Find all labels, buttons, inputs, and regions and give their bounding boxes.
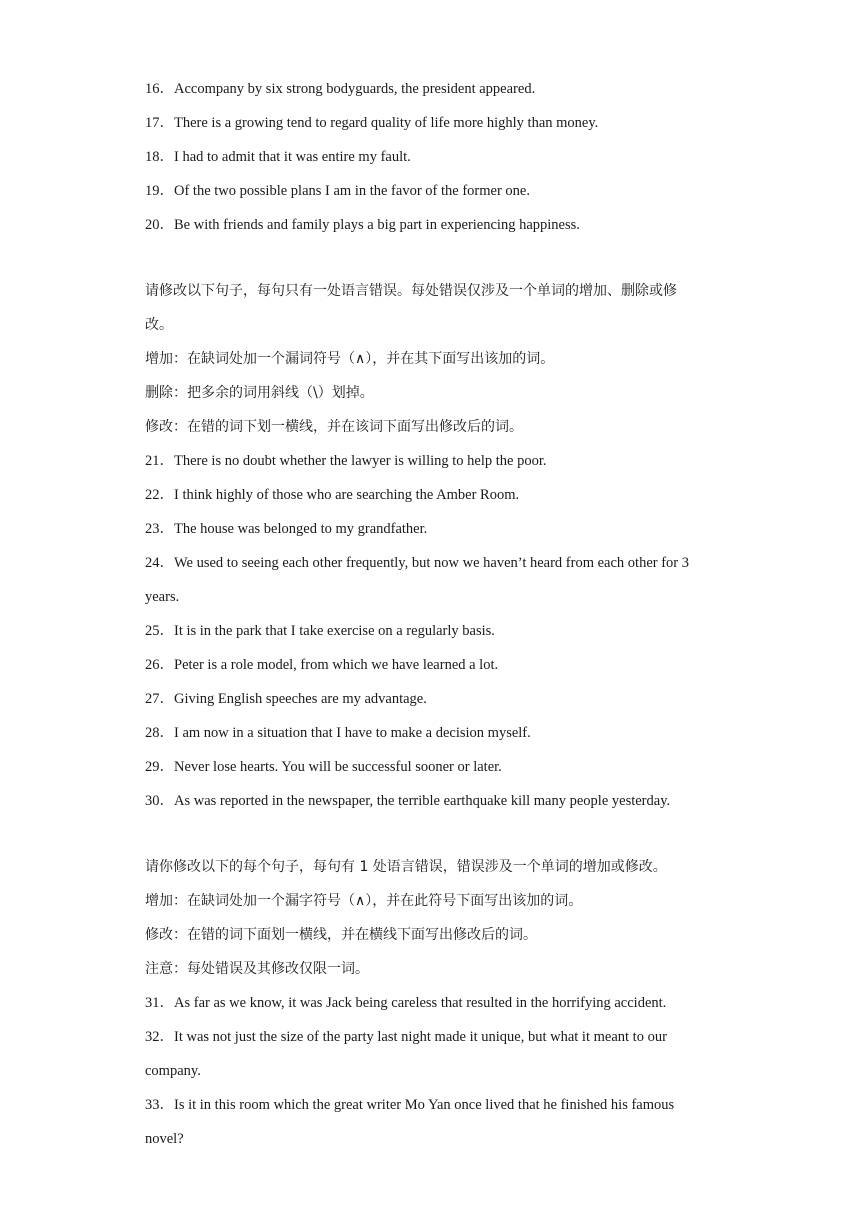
document-content xyxy=(145,72,725,1156)
question-text: As was reported in the newspaper, the terrible earthquake kill many people yesterday. xyxy=(174,793,671,809)
question-text: I think highly of those who are searching the Amber Room. xyxy=(174,487,520,503)
question-text: As far as we know, it was Jack being careless that resulted in the horrifying accident. xyxy=(174,995,667,1011)
question-number: 30 ． xyxy=(145,784,174,818)
question-number: 18 ． xyxy=(145,140,174,174)
question-18 xyxy=(145,140,725,174)
question-24-continuation: years. xyxy=(145,589,180,605)
question-32-continuation: company. xyxy=(145,1063,201,1079)
question-16 xyxy=(145,72,725,106)
section2-instructions: 请修改以下句子，每句只有一处语言错误。每处错误仅涉及一个单词的增加、删除或修 xyxy=(145,283,677,299)
question-number: 31 ． xyxy=(145,986,174,1020)
question-17 xyxy=(145,106,725,140)
question-text: The house was belonged to my grandfather. xyxy=(174,521,428,537)
question-23 xyxy=(145,512,725,546)
section2-instructions-cont: 改。 xyxy=(145,317,173,333)
question-number: 17 ． xyxy=(145,106,174,140)
question-24 xyxy=(145,546,725,580)
question-text: I am now in a situation that I have to make a decision myself. xyxy=(174,725,531,741)
question-33 xyxy=(145,1088,725,1122)
question-number: 25 ． xyxy=(145,614,174,648)
section3-modify-rule: 修改：在错的词下面划一横线，并在横线下面写出修改后的词。 xyxy=(145,927,537,943)
question-30 xyxy=(145,784,725,818)
question-number: 24 ． xyxy=(145,546,174,580)
question-number: 23 ． xyxy=(145,512,174,546)
question-number: 20 ． xyxy=(145,208,174,242)
question-20 xyxy=(145,208,725,242)
question-text: There is no doubt whether the lawyer is willing to help the poor. xyxy=(174,453,547,469)
question-text: Never lose hearts. You will be successful sooner or later. xyxy=(174,759,502,775)
question-number: 29 ． xyxy=(145,750,174,784)
question-text: It is in the park that I take exercise on a regularly basis. xyxy=(174,623,495,639)
question-28 xyxy=(145,716,725,750)
question-number: 16 ． xyxy=(145,72,174,106)
question-text: Be with friends and family plays a big part in experiencing happiness. xyxy=(174,217,580,233)
section3-note: 注意：每处错误及其修改仅限一词。 xyxy=(145,961,369,977)
section3-add-rule: 增加：在缺词处加一个漏字符号（∧），并在此符号下面写出该加的词。 xyxy=(145,893,583,909)
question-29 xyxy=(145,750,725,784)
section-spacer xyxy=(145,818,725,850)
section3-instructions: 请你修改以下的每个句子，每句有 1 处语言错误，错误涉及一个单词的增加或修改。 xyxy=(145,859,667,875)
question-text: Is it in this room which the great writer Mo Yan once lived that he finished his famous xyxy=(174,1097,675,1113)
question-19 xyxy=(145,174,725,208)
question-text: Giving English speeches are my advantage. xyxy=(174,691,427,707)
question-number: 27 ． xyxy=(145,682,174,716)
question-text: It was not just the size of the party last night made it unique, but what it meant to our xyxy=(174,1029,667,1045)
question-text: Peter is a role model, from which we have learned a lot. xyxy=(174,657,499,673)
question-25 xyxy=(145,614,725,648)
question-number: 28 ． xyxy=(145,716,174,750)
question-33-continuation: novel? xyxy=(145,1131,184,1147)
question-text: There is a growing tend to regard quality of life more highly than money. xyxy=(174,115,599,131)
section2-delete-rule: 删除：把多余的词用斜线（\）划掉。 xyxy=(145,385,374,401)
section-spacer xyxy=(145,242,725,274)
question-22 xyxy=(145,478,725,512)
question-text: We used to seeing each other frequently, but now we haven’t heard from each other for 3 xyxy=(174,555,689,571)
question-number: 19 ． xyxy=(145,174,174,208)
question-text: Accompany by six strong bodyguards, the president appeared. xyxy=(174,81,536,97)
question-text: I had to admit that it was entire my fault. xyxy=(174,149,411,165)
question-text: Of the two possible plans I am in the favor of the former one. xyxy=(174,183,530,199)
question-number: 26 ． xyxy=(145,648,174,682)
question-number: 32 ． xyxy=(145,1020,174,1054)
question-27 xyxy=(145,682,725,716)
question-26 xyxy=(145,648,725,682)
question-21 xyxy=(145,444,725,478)
question-number: 21 ． xyxy=(145,444,174,478)
section2-add-rule: 增加：在缺词处加一个漏词符号（∧），并在其下面写出该加的词。 xyxy=(145,351,555,367)
section2-modify-rule: 修改：在错的词下划一横线，并在该词下面写出修改后的词。 xyxy=(145,419,523,435)
question-32 xyxy=(145,1020,725,1054)
question-number: 22 ． xyxy=(145,478,174,512)
question-31 xyxy=(145,986,725,1020)
question-number: 33 ． xyxy=(145,1088,174,1122)
